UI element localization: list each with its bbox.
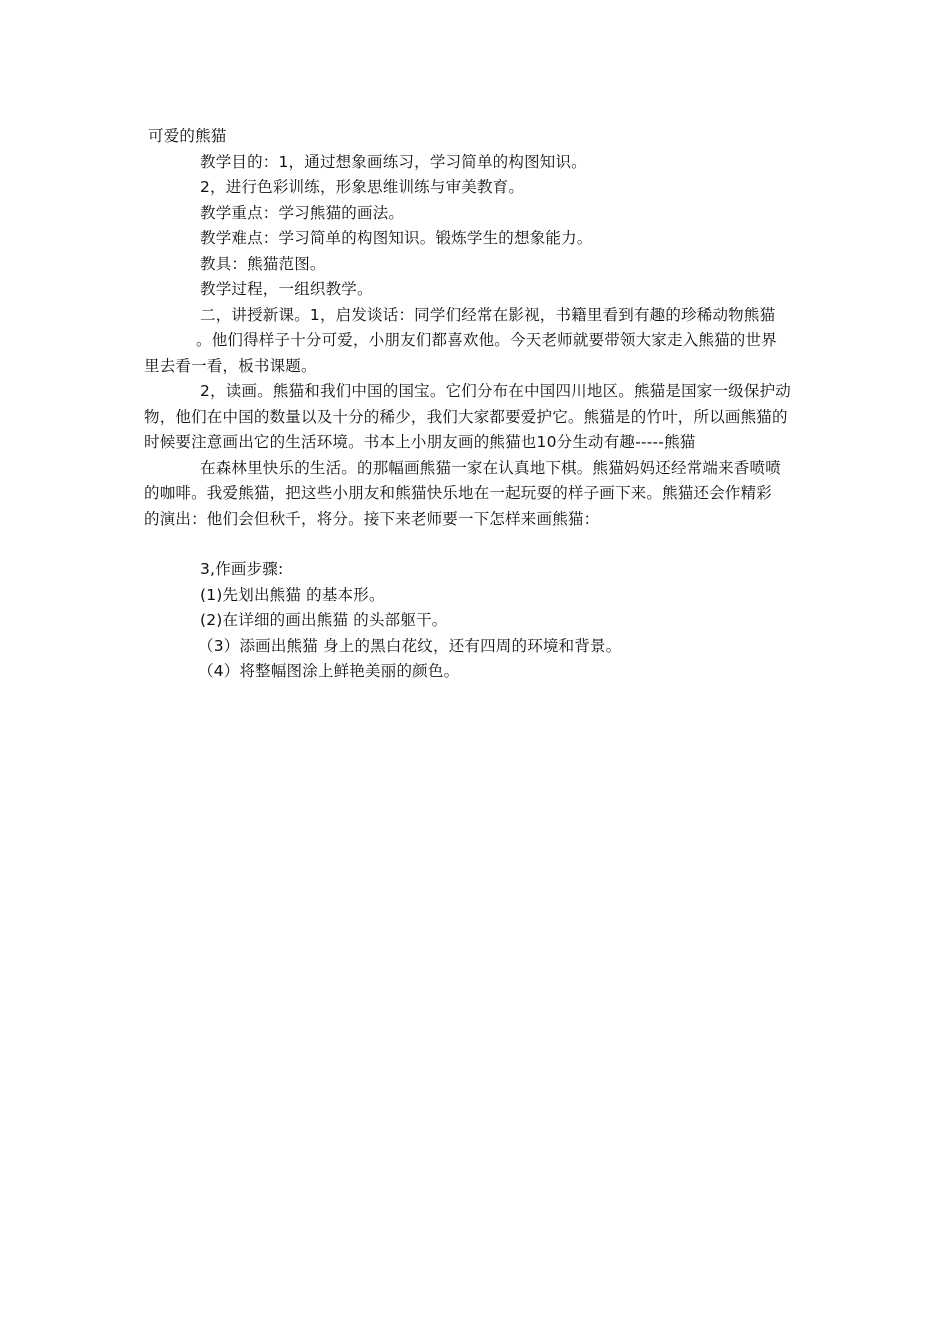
step-1: (1)先划出熊猫 的基本形。 <box>200 585 385 604</box>
step-4: （4）将整幅图涂上鲜艳美丽的颜色。 <box>198 662 460 680</box>
teaching-tools: 教具：熊猫范图。 <box>200 254 326 273</box>
steps-heading: 3,作画步骤: <box>200 560 284 578</box>
reading-line-1: 2，读画。熊猫和我们中国的国宝。它们分布在中国四川地区。熊猫是国家一级保护动 <box>200 382 791 400</box>
step-3: （3）添画出熊猫 身上的黑白花纹，还有四周的环境和背景。 <box>198 636 622 655</box>
step-2: (2)在详细的画出熊猫 的头部躯干。 <box>200 611 448 629</box>
teaching-goal-2: 2，进行色彩训练，形象思维训练与审美教育。 <box>200 178 525 196</box>
forest-line-3: 的演出：他们会但秋千，将分。接下来老师要一下怎样来画熊猫： <box>144 509 600 528</box>
reading-line-3: 时候要注意画出它的生活环境。书本上小朋友画的熊猫也10分生动有趣-----熊猫 <box>144 433 696 451</box>
new-lesson-line-3: 里去看一看，板书课题。 <box>144 356 317 375</box>
document-title: 可爱的熊猫 <box>148 127 227 145</box>
new-lesson-line-2: 。他们得样子十分可爱，小朋友们都喜欢他。今天老师就要带领大家走入熊猫的世界 <box>196 331 777 349</box>
forest-line-2: 的咖啡。我爱熊猫，把这些小朋友和熊猫快乐地在一起玩耍的样子画下来。熊猫还会作精彩 <box>144 484 773 502</box>
teaching-difficulty: 教学难点：学习简单的构图知识。锻炼学生的想象能力。 <box>200 229 593 247</box>
new-lesson-line-1: 二，讲授新课。1，启发谈话：同学们经常在影视，书籍里看到有趣的珍稀动物熊猫 <box>200 305 776 324</box>
paragraph-gap <box>144 532 814 557</box>
teaching-key-point: 教学重点：学习熊猫的画法。 <box>200 203 405 222</box>
reading-line-2: 物，他们在中国的数量以及十分的稀少，我们大家都要爱护它。熊猫是的竹叶，所以画熊猫的 <box>144 407 788 426</box>
document-body <box>144 124 814 685</box>
teaching-goal-1: 教学目的：1，通过想象画练习，学习简单的构图知识。 <box>200 152 587 171</box>
teaching-process: 教学过程，一组织教学。 <box>200 280 373 298</box>
forest-line-1: 在森林里快乐的生活。的那幅画熊猫一家在认真地下棋。熊猫妈妈还经常端来香喷喷 <box>200 458 781 477</box>
